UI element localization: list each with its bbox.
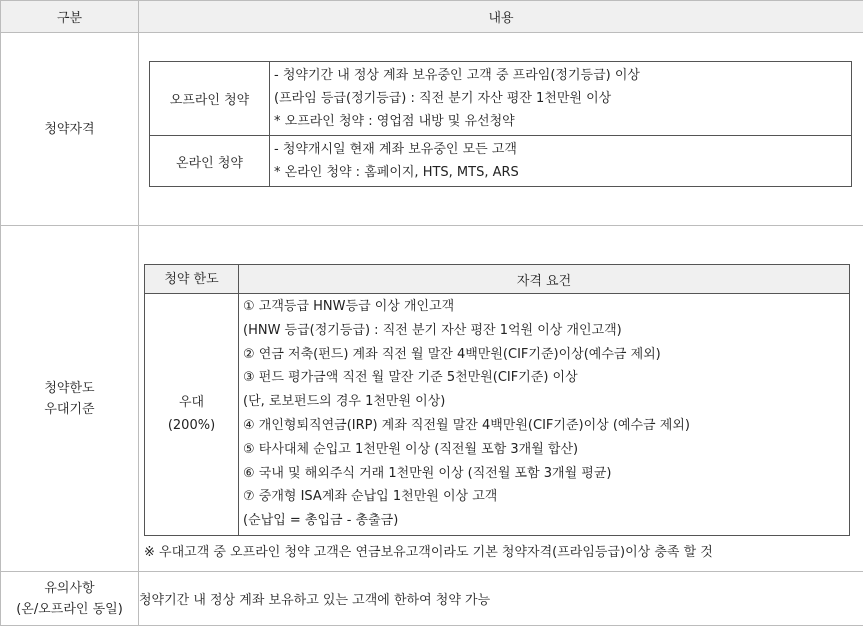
- requirement-line: ④ 개인형퇴직연금(IRP) 계좌 직전월 말잔 4백만원(CIF기준)이상 (예수금 제외): [243, 417, 690, 433]
- online-label: 온라인 청약: [150, 136, 270, 187]
- offline-label: 오프라인 청약: [150, 62, 270, 136]
- eligibility-content: [139, 33, 863, 226]
- preferred-label-line: (200%): [167, 418, 216, 434]
- requirement-line: ③ 펀드 평가금액 직전 월 말잔 기준 5천만원(CIF기준) 이상: [243, 370, 578, 386]
- online-line: - 청약개시일 현재 계좌 보유중인 모든 고객: [274, 142, 517, 157]
- requirement-list: [239, 294, 850, 536]
- online-row: [150, 136, 852, 187]
- online-text: [270, 136, 852, 187]
- caution-label: [1, 572, 139, 626]
- eligibility-table: [149, 61, 852, 187]
- offline-line: - 청약기간 내 정상 계좌 보유중인 고객 중 프라임(정기등급) 이상: [274, 68, 640, 83]
- requirement-line: (단, 로보펀드의 경우 1천만원 이상): [243, 394, 446, 410]
- limit-label-line: 우대기준: [44, 401, 95, 417]
- offline-text: [270, 62, 852, 136]
- preferred-label-line: 우대: [178, 395, 205, 411]
- header-category: 구분: [1, 1, 139, 33]
- header-content: 내용: [139, 1, 863, 33]
- limit-content: [139, 226, 863, 572]
- preferred-row: [145, 294, 850, 536]
- limit-table-header: [145, 265, 850, 294]
- caution-row: [1, 572, 863, 626]
- caution-text: 청약기간 내 정상 계좌 보유하고 있는 고객에 한하여 청약 가능: [139, 572, 863, 626]
- requirement-line: ① 고객등급 HNW등급 이상 개인고객: [243, 299, 455, 314]
- eligibility-row: [1, 33, 863, 226]
- caution-label-line: (온/오프라인 동일): [16, 601, 123, 617]
- limit-table: [144, 264, 850, 536]
- offline-row: [150, 62, 852, 136]
- requirement-line: ⑥ 국내 및 해외주식 거래 1천만원 이상 (직전월 포함 3개월 평균): [243, 465, 612, 481]
- preferred-label: [145, 294, 239, 536]
- requirement-line: ⑤ 타사대체 순입고 1천만원 이상 (직전월 포함 3개월 합산): [243, 441, 579, 457]
- offline-line: (프라임 등급(정기등급) : 직전 분기 자산 평잔 1천만원 이상: [274, 91, 612, 106]
- limit-head: 청약 한도: [145, 265, 239, 294]
- requirement-line: ⑦ 중개형 ISA계좌 순납입 1천만원 이상 고객: [243, 489, 498, 505]
- offline-line: * 오프라인 청약 : 영업점 내방 및 유선청약: [274, 114, 515, 129]
- requirement-line: (순납입 = 총입금 - 총출금): [243, 513, 399, 529]
- eligibility-label: 청약자격: [1, 33, 139, 226]
- limit-row: [1, 226, 863, 572]
- requirement-head: 자격 요건: [239, 265, 850, 294]
- preferred-note: ※ 우대고객 중 오프라인 청약 고객은 연금보유고객이라도 기본 청약자격(프라임등급)이상 충족 할 것: [144, 544, 713, 560]
- requirement-line: (HNW 등급(정기등급) : 직전 분기 자산 평잔 1억원 이상 개인고객): [243, 322, 622, 338]
- requirement-line: ② 연금 저축(펀드) 계좌 직전 월 말잔 4백만원(CIF기준)이상(예수금 제외): [243, 346, 661, 362]
- online-line: * 온라인 청약 : 홈페이지, HTS, MTS, ARS: [274, 165, 519, 180]
- table-header-row: [1, 1, 863, 33]
- limit-label-line: 청약한도: [44, 380, 95, 396]
- caution-label-line: 유의사항: [44, 580, 95, 596]
- limit-label: [1, 226, 139, 572]
